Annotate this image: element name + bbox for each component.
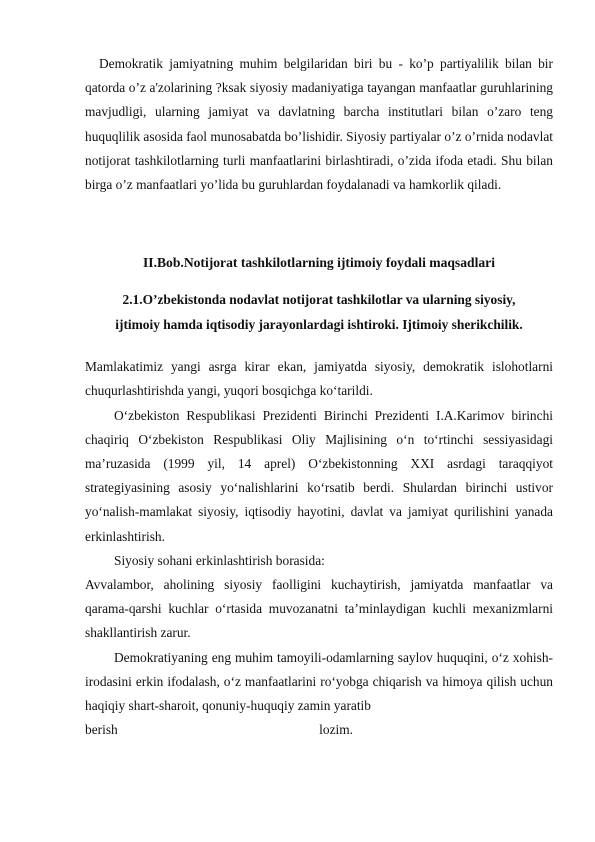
body-paragraph-5: Demokratiyaning eng muhim tamoyili-odamlarning saylov huquqini, o‘z xohish-irodasini erkin ifodalash, o‘z manfaatlarini ro‘yobga chiqarish va himoya qilish uchun haqiqiy shart-sharoit, qonuniy-huquqiy zamin yaratib: [85, 649, 553, 714]
intro-paragraph: Demokratik jamiyatning muhim belgilaridan biri bu - ko’p partiyalilik bilan bir qatorda o’z a'zolarining ?ksak siyosiy madaniyatiga tayangan manfaatlar guruhlarining mavjudligi, ularning jamiyat va davlatning barcha institutlari bilan o’zaro teng huquqlilik asosida faol munosabatda bo’lishidir. Siyosiy partiyalar o’z o’rnida nodavlat notijorat tashkilotlarning turli manfaatlarini birlashtiradi, o’zida ifoda etadi. Shu bilan birga o’z manfaatlari yo’lida bu guruhlardan foydalanadi va hamkorlik qiladi.: [85, 56, 553, 193]
last-line-word-1: berish: [85, 722, 118, 738]
body-paragraph-2: O‘zbekiston Respublikasi Prezidenti Birinchi Prezidenti I.A.Karimov birinchi chaqiriq O‘zbekiston Respublikasi Oliy Majlisining o‘n to‘rtinchi sessiyasidagi ma’ruzasida (1999 yil, 14 aprel) O‘zbekistonning XXI asrdagi taraqqiyot strategiyasining asosiy yo‘nalishlarini ko‘rsatib berdi. Shulardan birinchi ustivor yo‘nalish-mamlakat siyosiy, iqtisodiy hayotini, davlat va jamiyat qurilishini yanada erkinlashtirish.: [85, 407, 553, 544]
section-title-line-2: ijtimoiy hamda iqtisodiy jarayonlardagi ishtiroki. Ijtimoiy sherikchilik.: [115, 317, 523, 333]
section-title: [85, 287, 553, 337]
body-paragraph-5-last-line: [85, 718, 553, 742]
body-paragraph-3: Siyosiy sohani erkinlashtirish borasida:: [114, 552, 325, 568]
section-body: [85, 355, 553, 742]
document-page: [85, 52, 553, 742]
chapter-title: II.Bob.Notijorat tashkilotlarning ijtimoiy foydali maqsadlari: [143, 255, 495, 271]
body-paragraph-4: Avvalambor, aholining siyosiy faolligini kuchaytirish, jamiyatda manfaatlar va qarama-qarshi kuchlar o‘rtasida muvozanatni ta’minlaydigan kuchli mexanizmlarni shakllantirish zarur.: [85, 577, 553, 641]
body-paragraph-1: Mamlakatimiz yangi asrga kirar ekan, jamiyatda siyosiy, demokratik islohotlarni chuqurlashtirishda yangi, yuqori bosqichga ko‘tarildi.: [85, 359, 553, 399]
section-title-line-1: 2.1.O’zbekistonda nodavlat notijorat tashkilotlar va ularning siyosiy,: [122, 292, 516, 308]
last-line-word-2: lozim.: [319, 722, 353, 738]
